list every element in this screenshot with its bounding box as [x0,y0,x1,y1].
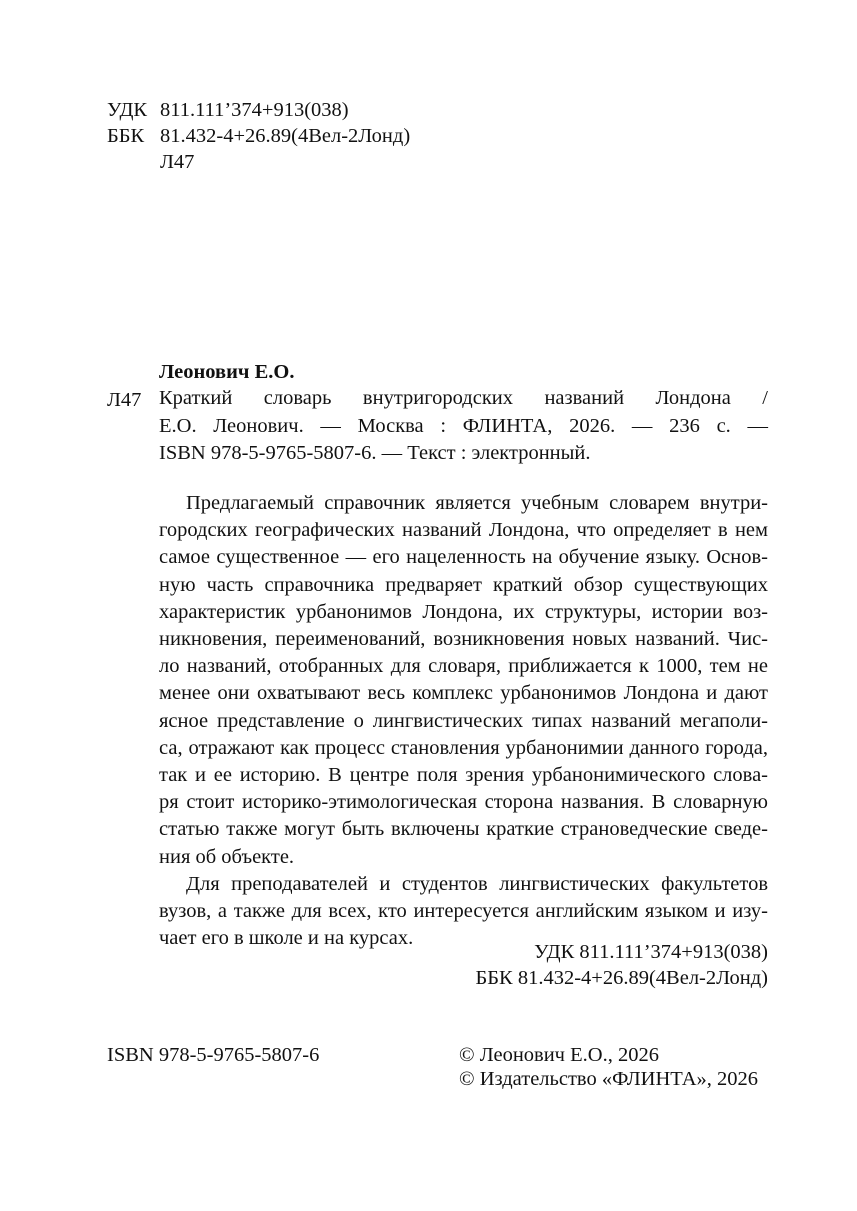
udk-line-bottom: УДК 811.111’374+913(038) [534,941,768,963]
biblio-line: Краткий словарь внутригородских названий Лондона / [159,387,768,409]
author-heading: Леонович Е.О. [159,361,295,383]
abstract-line: ря стоит историко-этимологическая сторона названия. В словарную [159,791,768,814]
entry-author-mark: Л47 [107,389,142,411]
copyright-author: © Леонович Е.О., 2026 [459,1044,659,1066]
abstract-line: ния об объекте. [159,845,295,868]
copyright-publisher: © Издательство «ФЛИНТА», 2026 [459,1068,759,1090]
abstract-line: чает его в школе и на курсах. [159,927,414,950]
abstract-line: так и ее историю. В центре поля зрения урбанонимического слова- [159,764,768,787]
isbn-footer: ISBN 978-5-9765-5807-6 [107,1044,320,1066]
abstract [159,490,768,952]
bibliographic-description [159,385,768,468]
abstract-line: ло названий, отобранных для словаря, приближается к 1000, тем не [159,655,768,678]
biblio-line: ISBN 978-5-9765-5807-6. — Текст : электронный. [159,442,591,464]
author-mark-top: Л47 [160,151,195,173]
bbk-key: ББК [107,125,145,147]
bbk-value: 81.432-4+26.89(4Вел-2Лонд) [160,125,411,147]
abstract-line: городских географических названий Лондона, что определяет в нем [159,519,768,542]
abstract-line: характеристик урбанонимов Лондона, их структуры, истории воз- [159,600,768,623]
bbk-line-bottom: ББК 81.432-4+26.89(4Вел-2Лонд) [475,967,768,989]
bbk-line-top [107,124,410,148]
biblio-line: Е.О. Леонович. — Москва : ФЛИНТА, 2026. — 236 с. — [159,414,768,437]
udk-line-top [107,98,349,122]
abstract-line: вузов, а также для всех, кто интересуется английским языком и изу- [159,900,768,923]
abstract-line: Предлагаемый справочник является учебным словарем внутри- [186,492,768,514]
abstract-line: ясное представление о лингвистических типах названий мегаполи- [159,709,768,732]
udk-key: УДК [107,99,148,121]
udk-value: 811.111’374+913(038) [160,99,349,121]
abstract-line: Для преподавателей и студентов лингвистических факультетов [186,872,768,895]
abstract-line: ную часть справочника предваряет краткий обзор существующих [159,573,768,596]
abstract-line: никновения, переименований, возникновения новых названий. Чис- [159,628,768,651]
abstract-line: статью также могут быть включены краткие страноведческие сведе- [159,818,768,841]
abstract-line: са, отражают как процесс становления урбанонимии данного города, [159,736,768,759]
abstract-line: самое существенное — его нацеленность на обучение языку. Основ- [159,546,768,569]
abstract-line: менее они охватывают весь комплекс урбанонимов Лондона и дают [159,682,768,705]
